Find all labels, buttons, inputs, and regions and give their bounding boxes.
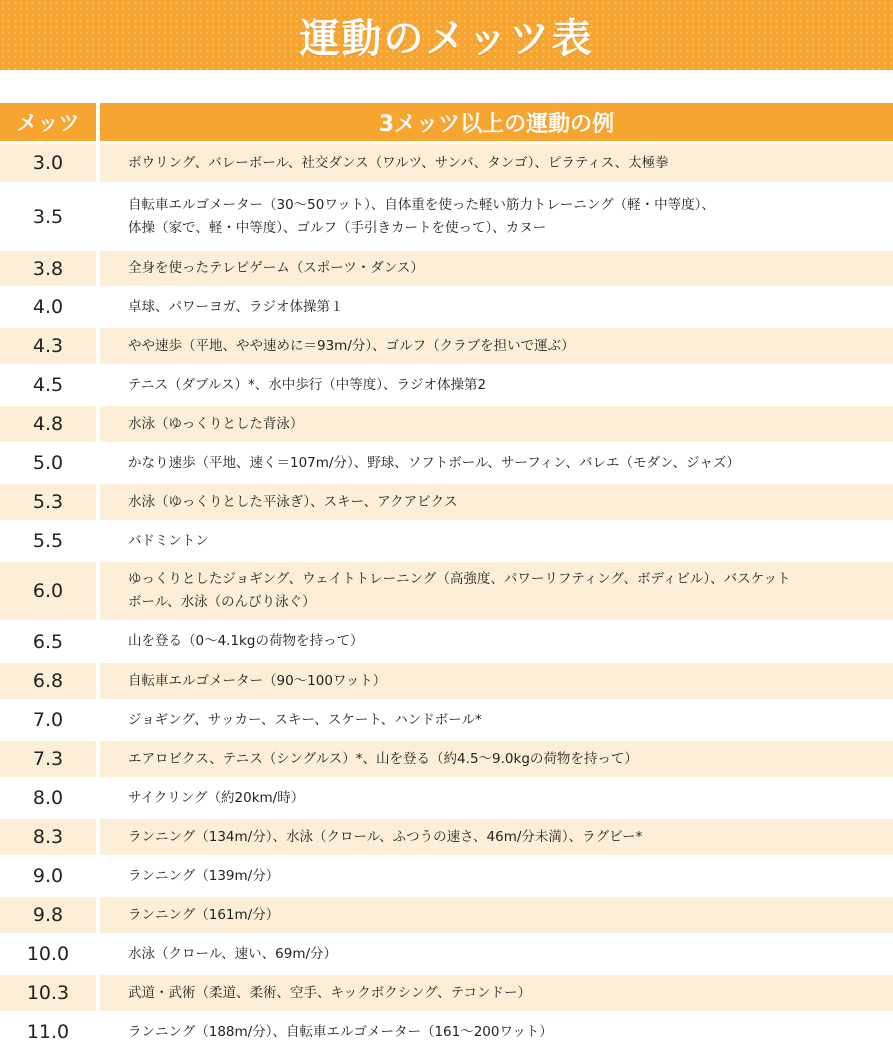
mets-value: 5.0 (0, 445, 96, 481)
table-row (0, 780, 893, 816)
exercise-examples: 水泳（ゆっくりとした背泳） (100, 406, 893, 442)
title-banner (0, 0, 893, 70)
exercise-examples: バドミントン (100, 523, 893, 559)
exercise-examples: ランニング（161m/分） (100, 897, 893, 933)
mets-value: 4.5 (0, 367, 96, 403)
mets-value: 8.0 (0, 780, 96, 816)
exercise-examples: 卓球、パワーヨガ、ラジオ体操第１ (100, 289, 893, 325)
exercise-examples: ランニング（188m/分）、自転車エルゴメーター（161～200ワット） (100, 1014, 893, 1050)
mets-value: 4.0 (0, 289, 96, 325)
exercise-examples: ボウリング、バレーボール、社交ダンス（ワルツ、サンバ、タンゴ）、ピラティス、太極拳 (100, 144, 893, 182)
mets-value: 9.8 (0, 897, 96, 933)
table-row (0, 445, 893, 481)
table-row (0, 562, 893, 620)
table-row (0, 936, 893, 972)
exercise-examples: 自転車エルゴメーター（90～100ワット） (100, 663, 893, 699)
mets-value: 7.0 (0, 702, 96, 738)
table-row (0, 623, 893, 660)
table-row (0, 406, 893, 442)
table-row (0, 975, 893, 1011)
exercise-examples: ランニング（134m/分）、水泳（クロール、ふつうの速さ、46m/分未満）、ラグビー* (100, 819, 893, 855)
table-row (0, 702, 893, 738)
exercise-examples: エアロビクス、テニス（シングルス）*、山を登る（約4.5～9.0kgの荷物を持って） (100, 741, 893, 777)
mets-value: 6.0 (0, 562, 96, 620)
exercise-examples: サイクリング（約20km/時） (100, 780, 893, 816)
mets-value: 8.3 (0, 819, 96, 855)
table-row (0, 741, 893, 777)
exercise-examples: ランニング（139m/分） (100, 858, 893, 894)
mets-value: 10.3 (0, 975, 96, 1011)
table-row (0, 897, 893, 933)
table-row (0, 819, 893, 855)
mets-value: 10.0 (0, 936, 96, 972)
mets-value: 3.8 (0, 251, 96, 286)
mets-table (0, 103, 893, 1053)
mets-value: 4.3 (0, 328, 96, 364)
exercise-examples: 水泳（クロール、速い、69m/分） (100, 936, 893, 972)
exercise-examples: テニス（ダブルス）*、水中歩行（中等度）、ラジオ体操第2 (100, 367, 893, 403)
mets-value: 11.0 (0, 1014, 96, 1050)
table-row (0, 251, 893, 286)
exercise-examples: 水泳（ゆっくりとした平泳ぎ）、スキー、アクアビクス (100, 484, 893, 520)
table-row (0, 144, 893, 182)
mets-value: 9.0 (0, 858, 96, 894)
table-row (0, 1014, 893, 1050)
exercise-examples: ジョギング、サッカー、スキー、スケート、ハンドボール* (100, 702, 893, 738)
table-row (0, 858, 893, 894)
table-row (0, 484, 893, 520)
exercise-examples: やや速歩（平地、やや速めに＝93m/分）、ゴルフ（クラブを担いで運ぶ） (100, 328, 893, 364)
page-title: 運動のメッツ表 (299, 15, 594, 62)
exercise-examples: 山を登る（0～4.1kgの荷物を持って） (100, 623, 893, 660)
mets-value: 7.3 (0, 741, 96, 777)
mets-value: 5.5 (0, 523, 96, 559)
mets-value: 6.5 (0, 623, 96, 660)
table-row (0, 663, 893, 699)
mets-value: 6.8 (0, 663, 96, 699)
exercise-examples: ゆっくりとしたジョギング、ウェイトトレーニング（高強度、パワーリフティング、ボディビル）、バスケット ボール、水泳（のんびり泳ぐ） (100, 562, 893, 620)
exercise-examples: 全身を使ったテレビゲーム（スポーツ・ダンス） (100, 251, 893, 286)
table-row (0, 523, 893, 559)
exercise-examples: 自転車エルゴメーター（30～50ワット）、自体重を使った軽い筋力トレーニング（軽・中等度）、 体操（家で、軽・中等度）、ゴルフ（手引きカートを使って）、カヌー (100, 185, 893, 248)
header-mets: メッツ (0, 103, 96, 141)
exercise-examples: かなり速歩（平地、速く＝107m/分）、野球、ソフトボール、サーフィン、バレエ（モダン、ジャズ） (100, 445, 893, 481)
exercise-examples: 武道・武術（柔道、柔術、空手、キックボクシング、テコンドー） (100, 975, 893, 1011)
table-row (0, 289, 893, 325)
table-header (0, 103, 893, 141)
header-examples: 3メッツ以上の運動の例 (100, 103, 893, 141)
table-row (0, 328, 893, 364)
mets-value: 5.3 (0, 484, 96, 520)
table-row (0, 185, 893, 248)
table-row (0, 367, 893, 403)
mets-value: 3.5 (0, 185, 96, 248)
mets-value: 4.8 (0, 406, 96, 442)
mets-value: 3.0 (0, 144, 96, 182)
